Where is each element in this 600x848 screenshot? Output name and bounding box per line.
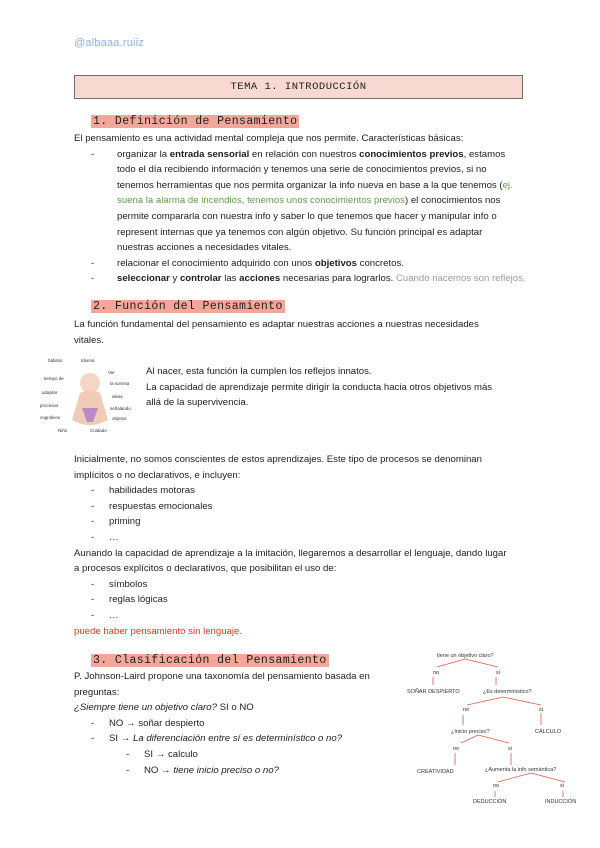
text-line: allá de la supervivencia. (146, 397, 249, 409)
bullet-dash: - (91, 733, 95, 745)
baby-word: hábitos (48, 358, 63, 363)
section-1-body (74, 131, 544, 287)
grey-text: Cuando nacemos son reflejos. (395, 273, 526, 285)
text-line: P. Johnson-Laird propone una taxonomía del pensamiento basada en (74, 671, 370, 682)
s3-question-1 (74, 700, 394, 716)
decision-tree (395, 645, 595, 805)
edge (433, 677, 496, 685)
s2-side-text (146, 364, 546, 411)
edge (467, 697, 541, 705)
list-item-text: reglas lógicas (109, 594, 168, 606)
text: las (221, 273, 240, 285)
tree-node-calculo: CÁLCULO (535, 729, 561, 735)
text-line: Al nacer, esta función la cumplen los reflejos innatos. (146, 366, 372, 377)
text: SI → (109, 733, 133, 745)
tree-node-aumenta: ¿Aumenta la info semántica? (485, 767, 557, 773)
text: organizar la (117, 148, 170, 160)
text-line: a procesos explícitos o declarativos, que posibilitan el uso de: (74, 563, 337, 575)
tree-node-inicio: ¿Inicio preciso? (451, 729, 490, 735)
bullet-dash: - (91, 273, 95, 285)
text: SI o NO (216, 702, 254, 714)
baby-word: señalando (110, 406, 131, 411)
list-item (74, 716, 394, 732)
list-item (74, 577, 544, 593)
list-item-text: … (109, 609, 119, 621)
section-3-heading (88, 653, 332, 668)
list-item (74, 608, 544, 624)
bullet-dash: - (91, 594, 95, 606)
edge (498, 773, 565, 782)
section-3-heading-text: 3. Clasificación del Pensamiento (93, 654, 327, 667)
tree-node-determinist: ¿Es determinístico? (483, 689, 532, 695)
tree-label-no: no (433, 670, 440, 676)
s1-bullet-1-line-1 (117, 147, 544, 163)
baby-word: Ver (108, 370, 115, 375)
baby-head (80, 373, 100, 393)
text: necesarias para lograrlos. (280, 273, 396, 285)
text: , estamos (463, 148, 506, 160)
text: concretos. (356, 257, 404, 269)
s1-bullet-1 (74, 147, 544, 256)
bold-text: acciones (239, 273, 281, 285)
baby-word: procesos (40, 403, 59, 408)
section-1-heading (88, 114, 302, 129)
bullet-dash: - (126, 764, 130, 776)
s1-intro: El pensamiento es una actividad mental compleja que nos permite. Características básicas: (74, 133, 464, 144)
list-item (74, 499, 544, 515)
baby-word: Niño (58, 428, 68, 433)
text-line: implícitos o no declarativos, e incluyen: (74, 469, 241, 481)
list-item-text: respuestas emocionales (109, 500, 213, 512)
section-2-heading-text: 2. Función del Pensamiento (93, 300, 283, 313)
section-1-heading-text: 1. Definición de Pensamiento (93, 115, 298, 128)
bold-text: controlar (179, 273, 222, 285)
author-handle: @albaaa.ruiiz (74, 37, 145, 49)
tree-label-si: si (508, 746, 512, 752)
tree-label-si: si (560, 783, 564, 789)
green-text: ej. (502, 179, 513, 191)
bullet-dash: - (126, 748, 130, 760)
edge (495, 791, 563, 797)
text-line: La función fundamental del pensamiento es adaptar nuestras acciones a nuestras necesidades (74, 319, 479, 330)
bullet-dash: - (91, 717, 95, 729)
list-item (74, 763, 394, 779)
tree-node-induccion: INDUCCIÓN (545, 799, 577, 805)
tree-label-no: no (453, 746, 460, 752)
bullet-dash: - (91, 148, 95, 160)
bold-text: objetivos (314, 257, 357, 269)
list-item-text: NO → soñar despierto (109, 717, 205, 729)
tree-edges (433, 659, 565, 797)
edge (437, 659, 498, 667)
text: relacionar el conocimiento adquirido con unos (117, 257, 315, 269)
list-item (74, 592, 544, 608)
s1-bullet-2 (74, 256, 544, 272)
tree-node-deduccion: DEDUCCIÓN (473, 799, 507, 805)
section-2-heading (88, 299, 288, 314)
green-text: suena la alarma de incendios, tenemos unos conocimientos previos (117, 195, 405, 207)
tree-label-no: no (463, 707, 470, 713)
s1-bullet-3 (74, 271, 544, 287)
red-note: puede haber pensamiento sin lenguaje. (74, 625, 243, 637)
bold-text: entrada sensorial (169, 148, 250, 160)
s2-paragraph-2 (74, 452, 544, 639)
baby-word: Idioma (81, 358, 95, 363)
bold-text: conocimientos previos (359, 148, 464, 160)
list-item-text: símbolos (109, 578, 148, 590)
s1-bullet-1-line-3 (117, 178, 544, 194)
list-item-text: SI → calculo (144, 748, 198, 760)
list-item (74, 747, 394, 763)
baby-word: ideas (112, 394, 123, 399)
tree-label-no: no (493, 783, 500, 789)
baby-word: tiempo de (44, 376, 64, 381)
text: y (169, 273, 180, 285)
list-item (74, 514, 544, 530)
baby-illustration (40, 358, 150, 438)
italic-text: tiene inicio preciso o no? (173, 764, 279, 776)
text: NO → (144, 764, 174, 776)
text-line: La capacidad de aprendizaje permite dirigir la conducta hacia otros objetivos más (146, 381, 493, 393)
bullet-dash: - (91, 516, 95, 528)
baby-word: objetos (112, 416, 127, 421)
italic-text: ¿Siempre tiene un objetivo claro? (74, 702, 217, 714)
bullet-dash: - (91, 578, 95, 590)
bullet-dash: - (91, 485, 95, 497)
bullet-dash: - (91, 531, 95, 543)
list-item-text: habilidades motoras (109, 485, 195, 497)
edge (463, 713, 541, 725)
section-3-body (74, 669, 394, 778)
s1-bullet-1-line-4 (117, 193, 544, 209)
s1-bullet-1-line-2: todo el día recibiendo información y tenemos una serie de conocimientos previos, si no (117, 164, 487, 176)
tree-node-creatividad: CREATIVIDAD (417, 769, 454, 775)
list-item-text: … (109, 531, 119, 543)
bullet-dash: - (91, 257, 95, 269)
italic-text: La diferenciación entre sí es determinístico o no? (133, 733, 343, 745)
s1-bullet-1-line-6: represent internas que ya tenemos con algún objetivo. Su función principal es adaptar (117, 226, 483, 238)
tree-node-sonar: SOÑAR DESPIERTO (407, 689, 460, 695)
text: en relación con nuestros (249, 148, 360, 160)
text: ) el conocimientos nos (404, 195, 501, 207)
tree-node-root: tiene un objetivo claro? (437, 653, 494, 659)
s1-bullet-1-line-7: nuestras acciones a necesidades vitales. (117, 242, 292, 254)
text-line: Aunando la capacidad de aprendizaje a la imitación, llegaremos a desarrollar el lenguaje, dando lugar (74, 547, 507, 559)
baby-word: adaptar (42, 390, 58, 395)
tree-label-si: si (496, 670, 500, 676)
tree-label-si: si (539, 707, 543, 713)
baby-word: Cuidado (90, 428, 107, 433)
bullet-dash: - (91, 609, 95, 621)
list-item (74, 530, 544, 546)
baby-word: la sonrisa (110, 381, 130, 386)
s1-bullet-1-line-5: permite compararla con nuestra info y saber lo que tenemos que hacer y manipular info o (117, 210, 497, 222)
list-item (74, 731, 394, 747)
list-item-text: priming (109, 516, 141, 528)
page-title: TEMA 1. INTRODUCCIÓN (74, 75, 523, 99)
bold-text: seleccionar (117, 273, 170, 285)
baby-word: cognitivos (40, 415, 61, 420)
bullet-dash: - (91, 500, 95, 512)
text-line: preguntas: (74, 686, 120, 698)
text: tenemos herramientas que nos permita organizar la info nueva en base a la que tenemos ( (117, 179, 503, 191)
s2-paragraph-1 (74, 317, 544, 348)
edge (455, 753, 511, 765)
edge (461, 735, 509, 743)
text-line: Inicialmente, no somos conscientes de estos aprendizajes. Este tipo de procesos se denominan (74, 454, 482, 465)
text-line: vitales. (74, 334, 104, 346)
list-item (74, 483, 544, 499)
